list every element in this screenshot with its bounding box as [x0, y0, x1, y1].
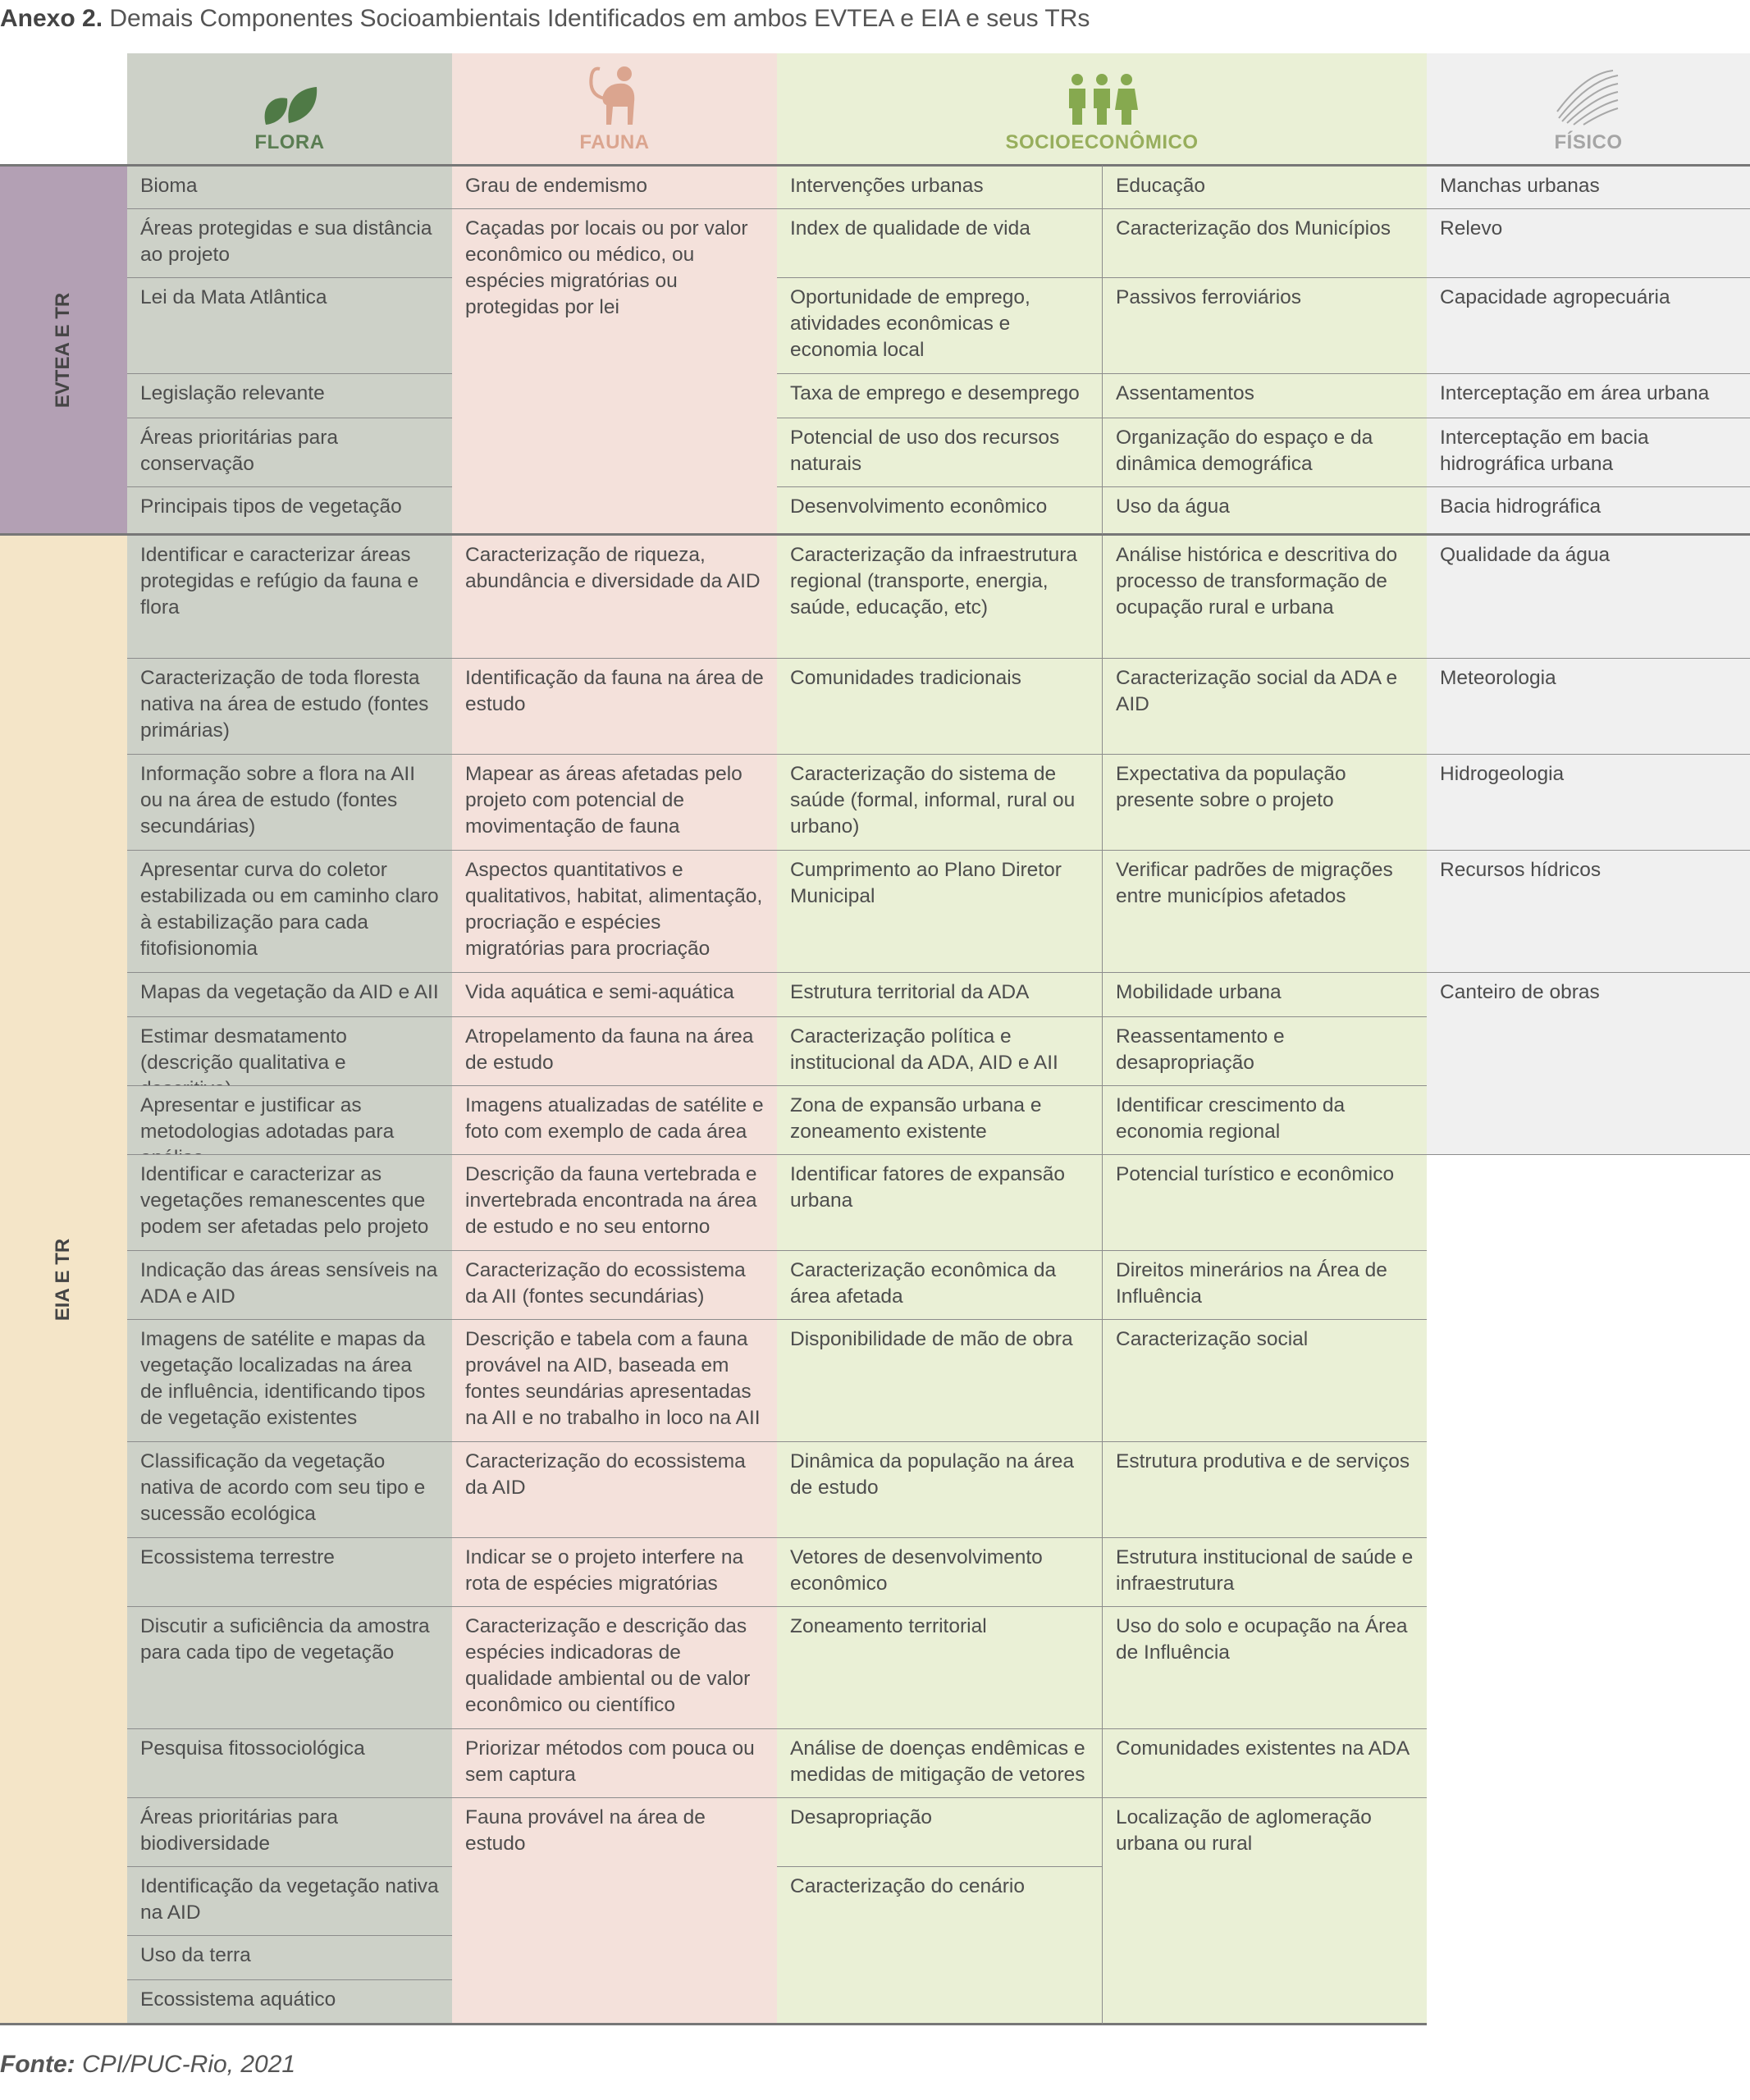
- table-cell: Caracterização social: [1102, 1319, 1427, 1441]
- table-cell: Pesquisa fitossociológica: [127, 1728, 452, 1797]
- table-cell: Comunidades existentes na ADA: [1102, 1728, 1427, 1797]
- table-cell: Caracterização política e institucional da ADA, AID e AII: [777, 1016, 1102, 1085]
- source-note: [0, 2051, 295, 2079]
- table-cell: Caracterização do ecossistema da AII (fontes secundárias): [452, 1250, 777, 1319]
- table-cell: Fauna provável na área de estudo: [452, 1797, 777, 2025]
- table-cell: Análise histórica e descritiva do processo de transformação de ocupação rural e urbana: [1102, 536, 1427, 658]
- table-cell: Uso da água: [1102, 486, 1427, 536]
- group-evtea: [0, 164, 127, 536]
- table-cell: Potencial de uso dos recursos naturais: [777, 418, 1102, 486]
- source-text: CPI/PUC-Rio, 2021: [81, 2051, 296, 2078]
- table-cell: Reassentamento e desapropriação: [1102, 1016, 1427, 1085]
- table-cell: Caracterização do cenário: [777, 1866, 1102, 2025]
- header-socio: [777, 53, 1427, 164]
- group-eia-label: EIA E TR: [52, 1238, 75, 1321]
- table-cell: Imagens atualizadas de satélite e foto com exemplo de cada área: [452, 1085, 777, 1154]
- wind-icon: [1556, 69, 1621, 126]
- table-cell: Recursos hídricos: [1427, 850, 1750, 972]
- header-flora: [127, 53, 452, 164]
- table-cell: Intervenções urbanas: [777, 164, 1102, 208]
- table-cell: Identificar e caracterizar áreas protegidas e refúgio da fauna e flora: [127, 536, 452, 658]
- table-cell: Passivos ferroviários: [1102, 277, 1427, 373]
- table-cell: Caracterização dos Municípios: [1102, 208, 1427, 277]
- table-cell: Áreas prioritárias para conservação: [127, 418, 452, 486]
- table-cell: Zona de expansão urbana e zoneamento existente: [777, 1085, 1102, 1154]
- table-cell: Imagens de satélite e mapas da vegetação localizadas na área de influência, identificando tipos de vegetação existentes: [127, 1319, 452, 1441]
- header-fisico-label: FÍSICO: [1554, 131, 1623, 153]
- table-cell: Vida aquática e semi-aquática: [452, 972, 777, 1016]
- table-cell: Meteorologia: [1427, 658, 1750, 754]
- corner-blank: [0, 53, 127, 164]
- table-cell: Lei da Mata Atlântica: [127, 277, 452, 373]
- table-cell: Indicar se o projeto interfere na rota de espécies migratórias: [452, 1537, 777, 1606]
- table-cell: Ecossistema terrestre: [127, 1537, 452, 1606]
- table-cell: Relevo: [1427, 208, 1750, 277]
- table-cell: Verificar padrões de migrações entre municípios afetados: [1102, 850, 1427, 972]
- caption: [0, 5, 1090, 33]
- table-cell: Áreas prioritárias para biodiversidade: [127, 1797, 452, 1866]
- table-cell: Descrição da fauna vertebrada e invertebrada encontrada na área de estudo e no seu entorno: [452, 1154, 777, 1250]
- table-cell: Comunidades tradicionais: [777, 658, 1102, 754]
- table-cell: Capacidade agropecuária: [1427, 277, 1750, 373]
- table-cell: Direitos minerários na Área de Influência: [1102, 1250, 1427, 1319]
- table-cell: Vetores de desenvolvimento econômico: [777, 1537, 1102, 1606]
- source-label: Fonte:: [0, 2051, 75, 2078]
- header-fauna-label: FAUNA: [579, 131, 650, 153]
- leaf-icon: [259, 84, 320, 126]
- table-cell: Caracterização do sistema de saúde (formal, informal, rural ou urbano): [777, 754, 1102, 850]
- group-evtea-label: EVTEA E TR: [52, 292, 75, 408]
- table-cell: Caracterização social da ADA e AID: [1102, 658, 1427, 754]
- header-flora-label: FLORA: [254, 131, 325, 153]
- table-cell: Assentamentos: [1102, 373, 1427, 418]
- table-cell: Estrutura territorial da ADA: [777, 972, 1102, 1016]
- table-cell: Apresentar curva do coletor estabilizada ou em caminho claro à estabilização para cada fitofisionomia: [127, 850, 452, 972]
- table-cell: Grau de endemismo: [452, 164, 777, 208]
- table-cell: Classificação da vegetação nativa de acordo com seu tipo e sucessão ecológica: [127, 1441, 452, 1537]
- header-fauna: [452, 53, 777, 164]
- table-cell: Bacia hidrográfica: [1427, 486, 1750, 536]
- table-cell: Taxa de emprego e desemprego: [777, 373, 1102, 418]
- table-cell: Desapropriação: [777, 1797, 1102, 1866]
- table-cell: Educação: [1102, 164, 1427, 208]
- table-cell: Expectativa da população presente sobre o projeto: [1102, 754, 1427, 850]
- table-cell: Caracterização de toda floresta nativa na área de estudo (fontes primárias): [127, 658, 452, 754]
- table-cell: Oportunidade de emprego, atividades econômicas e economia local: [777, 277, 1102, 373]
- monkey-icon: [583, 62, 646, 126]
- table-cell: Apresentar e justificar as metodologias adotadas para: [127, 1085, 452, 1154]
- table-cell: Mobilidade urbana: [1102, 972, 1427, 1016]
- table-cell: Ecossistema aquático: [127, 1979, 452, 2025]
- table-cell: Informação sobre a flora na AII ou na área de estudo (fontes secundárias): [127, 754, 452, 850]
- table-cell: Atropelamento da fauna na área de estudo: [452, 1016, 777, 1085]
- table-cell: Manchas urbanas: [1427, 164, 1750, 208]
- table-cell: Uso da terra: [127, 1935, 452, 1979]
- table-cell: Descrição e tabela com a fauna provável na AID, baseada em fontes seundárias apresentadas na AII e no trabalho in loco na AII: [452, 1319, 777, 1441]
- table-cell: Index de qualidade de vida: [777, 208, 1102, 277]
- table-cell: Localização de aglomeração urbana ou rural: [1102, 1797, 1427, 2025]
- table-cell: Caracterização do ecossistema da AID: [452, 1441, 777, 1537]
- table-cell: Interceptação em bacia hidrográfica urbana: [1427, 418, 1750, 486]
- header-socio-label: SOCIOECONÔMICO: [1005, 131, 1199, 153]
- table-cell: Indicação das áreas sensíveis na ADA e AID: [127, 1250, 452, 1319]
- table-cell: Estrutura produtiva e de serviços: [1102, 1441, 1427, 1537]
- table-cell: Desenvolvimento econômico: [777, 486, 1102, 536]
- table-cell: Zoneamento territorial: [777, 1606, 1102, 1728]
- table-cell: Identificação da fauna na área de estudo: [452, 658, 777, 754]
- table-cell: Principais tipos de vegetação: [127, 486, 452, 536]
- table-cell: Organização do espaço e da dinâmica demográfica: [1102, 418, 1427, 486]
- table-cell: Bioma: [127, 164, 452, 208]
- table-cell: Estimar desmatamento (descrição qualitativa e: [127, 1016, 452, 1085]
- table-cell: Priorizar métodos com pouca ou sem captura: [452, 1728, 777, 1797]
- table-cell: Identificação da vegetação nativa na AID: [127, 1866, 452, 1935]
- table-cell: Interceptação em área urbana: [1427, 373, 1750, 418]
- table-cell: Qualidade da água: [1427, 536, 1750, 658]
- components-table: [0, 53, 1750, 2030]
- table-cell: Caracterização de riqueza, abundância e diversidade da AID: [452, 536, 777, 658]
- table-cell: Mapas da vegetação da AID e AII: [127, 972, 452, 1016]
- table-cell: Áreas protegidas e sua distância ao projeto: [127, 208, 452, 277]
- table-cell: Potencial turístico e econômico: [1102, 1154, 1427, 1250]
- table-cell: Dinâmica da população na área de estudo: [777, 1441, 1102, 1537]
- table-cell: Caçadas por locais ou por valor econômico ou médico, ou espécies migratórias ou protegidas por lei: [452, 208, 777, 536]
- table-cell: Disponibilidade de mão de obra: [777, 1319, 1102, 1441]
- table-cell: Caracterização da infraestrutura regional (transporte, energia, saúde, educação, etc): [777, 536, 1102, 658]
- table-cell: Caracterização econômica da área afetada: [777, 1250, 1102, 1319]
- table-cell: Identificar fatores de expansão urbana: [777, 1154, 1102, 1250]
- table-cell: Hidrogeologia: [1427, 754, 1750, 850]
- table-cell: Identificar e caracterizar as vegetações remanescentes que podem ser afetadas pelo projeto: [127, 1154, 452, 1250]
- caption-label: Anexo 2.: [0, 5, 103, 32]
- group-eia: [0, 536, 127, 2025]
- empty-area: [1427, 1154, 1750, 2025]
- table-cell: Mapear as áreas afetadas pelo projeto com potencial de movimentação de fauna: [452, 754, 777, 850]
- people-icon: [1064, 72, 1140, 126]
- caption-text: Demais Componentes Socioambientais Identificados em ambos EVTEA e EIA e seus TRs: [109, 5, 1090, 32]
- table-cell: Aspectos quantitativos e qualitativos, habitat, alimentação, procriação e espécies migratórias para procriação: [452, 850, 777, 972]
- table-cell: Caracterização e descrição das espécies indicadoras de qualidade ambiental ou de valor econômico ou científico: [452, 1606, 777, 1728]
- table-cell: Legislação relevante: [127, 373, 452, 418]
- table-cell: Estrutura institucional de saúde e infraestrutura: [1102, 1537, 1427, 1606]
- table-cell: Identificar crescimento da economia regional: [1102, 1085, 1427, 1154]
- header-fisico: [1427, 53, 1750, 164]
- table-cell: Cumprimento ao Plano Diretor Municipal: [777, 850, 1102, 972]
- table-cell: Uso do solo e ocupação na Área de Influência: [1102, 1606, 1427, 1728]
- table-cell: Discutir a suficiência da amostra para cada tipo de vegetação: [127, 1606, 452, 1728]
- table-cell: Análise de doenças endêmicas e medidas de mitigação de vetores: [777, 1728, 1102, 1797]
- table-cell: Canteiro de obras: [1427, 972, 1750, 1154]
